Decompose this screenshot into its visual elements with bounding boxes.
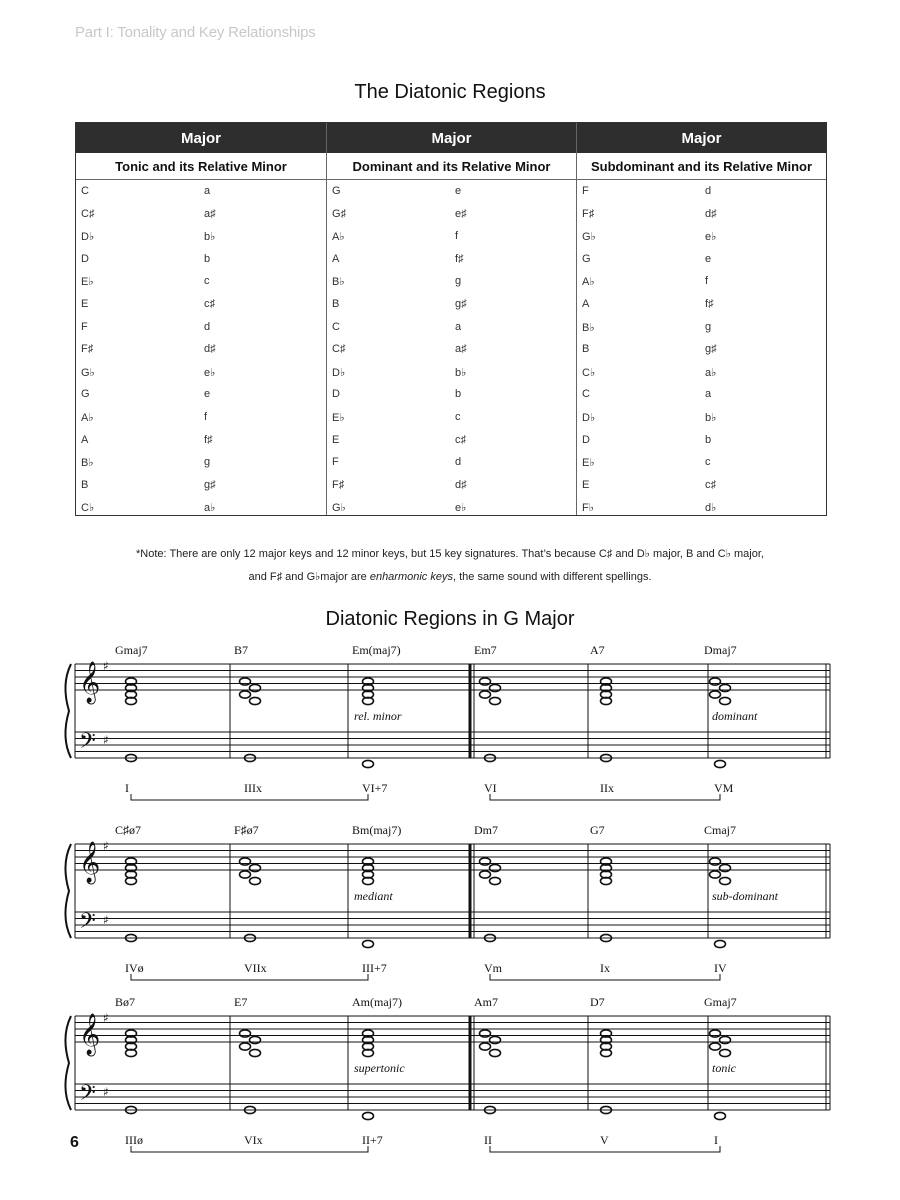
relative-minor-key: e	[455, 185, 462, 197]
bass-clef: 𝄢	[79, 1081, 96, 1111]
relative-minor-key: d♭	[705, 502, 717, 515]
whole-note	[250, 684, 261, 691]
region-label: sub-dominant	[712, 889, 778, 903]
whole-note	[710, 1030, 721, 1037]
chord-symbol: Bm(maj7)	[352, 823, 402, 837]
chord-symbol: Em7	[474, 643, 497, 657]
major-key: C	[81, 185, 89, 197]
whole-note	[710, 1043, 721, 1050]
relative-minor-key: e♭	[204, 366, 216, 379]
column-header: Major	[327, 123, 576, 153]
whole-note	[490, 1036, 501, 1043]
bass-clef: 𝄢	[79, 729, 96, 759]
brace	[65, 664, 71, 758]
key-signature-sharp: ♯	[103, 839, 109, 853]
major-key: E	[582, 478, 590, 491]
chord-symbol: Cmaj7	[704, 823, 736, 837]
major-key: G	[582, 252, 591, 265]
region-label: supertonic	[354, 1061, 405, 1075]
major-key: B	[582, 343, 590, 356]
relative-minor-key: c♯	[455, 433, 466, 446]
major-key: A	[81, 433, 89, 446]
relative-minor-key: e♯	[455, 207, 467, 220]
whole-note	[720, 1049, 731, 1056]
major-key: E♭	[582, 457, 595, 470]
whole-note	[490, 697, 501, 704]
whole-note	[240, 1030, 251, 1037]
chord-symbol: B7	[234, 643, 249, 657]
whole-note	[240, 871, 251, 878]
relative-minor-key: a	[705, 388, 712, 401]
major-key: G♯	[332, 207, 347, 220]
roman-numeral: Vm	[484, 961, 502, 975]
major-key: C♭	[582, 366, 596, 379]
relative-minor-key: c	[204, 275, 210, 288]
relative-minor-key: e♭	[705, 231, 717, 244]
footnote-line-1: *Note: There are only 12 major keys and 12 minor keys, but 15 key signatures. That’s because C♯ and D♭ major, B and C♭ major,	[136, 548, 764, 560]
relative-minor-key: b	[705, 433, 712, 446]
relative-minor-key: e	[705, 252, 712, 265]
major-key: E♭	[81, 276, 94, 289]
running-head: Part I: Tonality and Key Relationships	[75, 24, 316, 41]
key-signature-sharp: ♯	[103, 659, 109, 673]
key-signature-sharp: ♯	[103, 1011, 109, 1025]
whole-note	[250, 864, 261, 871]
chord-symbol: Em(maj7)	[352, 643, 401, 657]
chord-symbol: Gmaj7	[704, 995, 737, 1009]
whole-note	[240, 858, 251, 865]
major-key: C♯	[332, 343, 346, 356]
whole-note	[490, 684, 501, 691]
major-key: B	[332, 297, 340, 310]
major-key: E♭	[332, 411, 345, 424]
major-key: F	[582, 185, 589, 197]
relative-minor-key: d♯	[705, 207, 717, 220]
whole-note	[710, 678, 721, 685]
roman-numeral: IV	[714, 961, 727, 975]
page-number: 6	[70, 1134, 79, 1151]
major-key: F	[332, 456, 339, 469]
relative-minor-key: g♯	[705, 343, 717, 356]
relative-minor-key: g	[204, 456, 211, 469]
treble-clef: 𝄞	[79, 662, 101, 703]
roman-numeral: II	[484, 1133, 492, 1147]
chord-symbol: Bø7	[115, 995, 136, 1009]
major-key: A♭	[582, 276, 595, 289]
relative-minor-key: a♭	[705, 366, 717, 379]
relative-minor-key: b♭	[705, 411, 717, 424]
chord-symbol: Dmaj7	[704, 643, 737, 657]
roman-numeral: I	[125, 781, 129, 795]
brace	[65, 1016, 71, 1110]
whole-note	[720, 877, 731, 884]
whole-note	[250, 697, 261, 704]
region-label: tonic	[712, 1061, 736, 1075]
major-key: A♭	[81, 411, 94, 424]
major-key: D	[81, 252, 89, 265]
major-key: A	[582, 297, 590, 310]
bass-whole-note	[715, 1112, 726, 1119]
relative-minor-key: b	[455, 388, 462, 401]
relative-minor-key: f	[455, 230, 459, 243]
whole-note	[490, 864, 501, 871]
major-key: C♯	[81, 207, 95, 220]
whole-note	[480, 678, 491, 685]
relative-minor-key: a♯	[204, 207, 216, 220]
whole-note	[710, 858, 721, 865]
whole-note	[720, 1036, 731, 1043]
chord-symbol: A7	[590, 643, 605, 657]
major-key: D♭	[582, 411, 596, 424]
major-key: G♭	[332, 502, 346, 515]
relative-minor-key: e	[204, 388, 211, 401]
whole-note	[480, 871, 491, 878]
roman-numeral: VIx	[244, 1133, 263, 1147]
major-key: D	[332, 388, 340, 401]
column-subheader: Dominant and its Relative Minor	[327, 153, 576, 180]
whole-note	[490, 877, 501, 884]
roman-numeral: VM	[714, 781, 734, 795]
major-key: D♭	[81, 231, 95, 244]
page-title: The Diatonic Regions	[354, 81, 546, 103]
relative-minor-key: d♯	[455, 478, 467, 491]
relative-minor-key: c	[705, 456, 711, 469]
whole-note	[240, 678, 251, 685]
bass-clef: 𝄢	[79, 909, 96, 939]
major-key: A	[332, 252, 340, 265]
roman-numeral: I	[714, 1133, 718, 1147]
relative-minor-key: b♭	[455, 366, 467, 379]
bass-whole-note	[363, 940, 374, 947]
whole-note	[720, 697, 731, 704]
roman-numeral: III+7	[362, 961, 387, 975]
relative-minor-key: d	[204, 320, 211, 333]
whole-note	[480, 691, 491, 698]
relative-minor-key: f♯	[204, 433, 213, 446]
major-key: F♯	[81, 343, 94, 356]
section-title: Diatonic Regions in G Major	[325, 608, 575, 630]
relative-minor-key: d	[705, 185, 712, 197]
relative-minor-key: c	[455, 410, 461, 423]
relative-minor-key: f♯	[705, 297, 714, 310]
whole-note	[480, 858, 491, 865]
major-key: B♭	[81, 457, 94, 470]
whole-note	[710, 691, 721, 698]
relative-minor-key: a♯	[455, 343, 467, 356]
chord-symbol: E7	[234, 995, 248, 1009]
bass-whole-note	[363, 1112, 374, 1119]
roman-numeral: VI	[484, 781, 497, 795]
major-key: B♭	[332, 276, 345, 289]
relative-minor-key: b	[204, 252, 211, 265]
relative-minor-key: c♯	[204, 297, 215, 310]
whole-note	[720, 684, 731, 691]
roman-numeral: IIIx	[244, 781, 262, 795]
roman-numeral: IVø	[125, 961, 144, 975]
whole-note	[480, 1030, 491, 1037]
chord-symbol: D7	[590, 995, 605, 1009]
major-key: A♭	[332, 231, 345, 244]
major-key: B♭	[582, 321, 595, 334]
major-key: F♯	[332, 478, 345, 491]
key-signature-sharp: ♯	[103, 1085, 109, 1099]
key-signature-sharp: ♯	[103, 733, 109, 747]
chord-symbol: F♯ø7	[234, 823, 259, 837]
relative-minor-key: f	[204, 410, 208, 423]
roman-numeral: II+7	[362, 1133, 383, 1147]
relative-minor-key: g♯	[204, 478, 216, 491]
whole-note	[250, 877, 261, 884]
relative-minor-key: a	[204, 185, 211, 197]
relative-minor-key: g	[705, 320, 712, 333]
relative-minor-key: d♯	[204, 343, 216, 356]
roman-numeral: Ix	[600, 961, 610, 975]
major-key: C♭	[81, 502, 95, 515]
column-header: Major	[577, 123, 826, 153]
relative-minor-key: c♯	[705, 478, 716, 491]
column-subheader: Subdominant and its Relative Minor	[577, 153, 826, 180]
relative-minor-key: d	[455, 456, 462, 469]
major-key: D♭	[332, 366, 346, 379]
region-label: dominant	[712, 709, 758, 723]
chord-symbol: G7	[590, 823, 605, 837]
footnote-line-2: and F♯ and G♭major are enharmonic keys, the same sound with different spellings.	[248, 571, 652, 583]
relative-minor-key: b♭	[204, 231, 216, 244]
bass-whole-note	[363, 760, 374, 767]
major-key: E	[81, 297, 89, 310]
major-key: G♭	[582, 231, 596, 244]
whole-note	[710, 871, 721, 878]
relative-minor-key: a♭	[204, 502, 216, 515]
chord-symbol: C♯ø7	[115, 823, 142, 837]
treble-clef: 𝄞	[79, 842, 101, 883]
whole-note	[250, 1036, 261, 1043]
major-key: B	[81, 478, 89, 491]
major-key: C	[582, 388, 590, 401]
roman-numeral: V	[600, 1133, 609, 1147]
region-label: rel. minor	[354, 709, 402, 723]
chord-symbol: Am7	[474, 995, 498, 1009]
major-key: G♭	[81, 366, 95, 379]
bass-whole-note	[715, 940, 726, 947]
major-key: G	[81, 388, 90, 401]
relative-minor-key: g♯	[455, 297, 467, 310]
major-key: D	[582, 433, 590, 446]
roman-numeral: IIx	[600, 781, 614, 795]
key-signature-sharp: ♯	[103, 913, 109, 927]
major-key: F	[81, 320, 88, 333]
whole-note	[240, 1043, 251, 1050]
relative-minor-key: g	[455, 275, 462, 288]
region-label: mediant	[354, 889, 393, 903]
chord-symbol: Gmaj7	[115, 643, 148, 657]
treble-clef: 𝄞	[79, 1014, 101, 1055]
bass-whole-note	[715, 760, 726, 767]
whole-note	[480, 1043, 491, 1050]
chord-symbol: Am(maj7)	[352, 995, 402, 1009]
chord-symbol: Dm7	[474, 823, 498, 837]
major-key: C	[332, 320, 340, 333]
whole-note	[250, 1049, 261, 1056]
major-key: F♭	[582, 502, 594, 515]
whole-note	[240, 691, 251, 698]
column-header: Major	[76, 123, 326, 153]
relative-minor-key: f	[705, 275, 709, 288]
roman-numeral: IIIø	[125, 1133, 143, 1147]
roman-numeral: VI+7	[362, 781, 388, 795]
relative-minor-key: a	[455, 320, 462, 333]
brace	[65, 844, 71, 938]
relative-minor-key: f♯	[455, 252, 464, 265]
major-key: G	[332, 185, 341, 197]
relative-minor-key: e♭	[455, 502, 467, 515]
column-subheader: Tonic and its Relative Minor	[76, 153, 326, 180]
whole-note	[490, 1049, 501, 1056]
roman-numeral: VIIx	[244, 961, 267, 975]
major-key: E	[332, 433, 340, 446]
major-key: F♯	[582, 207, 595, 220]
whole-note	[720, 864, 731, 871]
